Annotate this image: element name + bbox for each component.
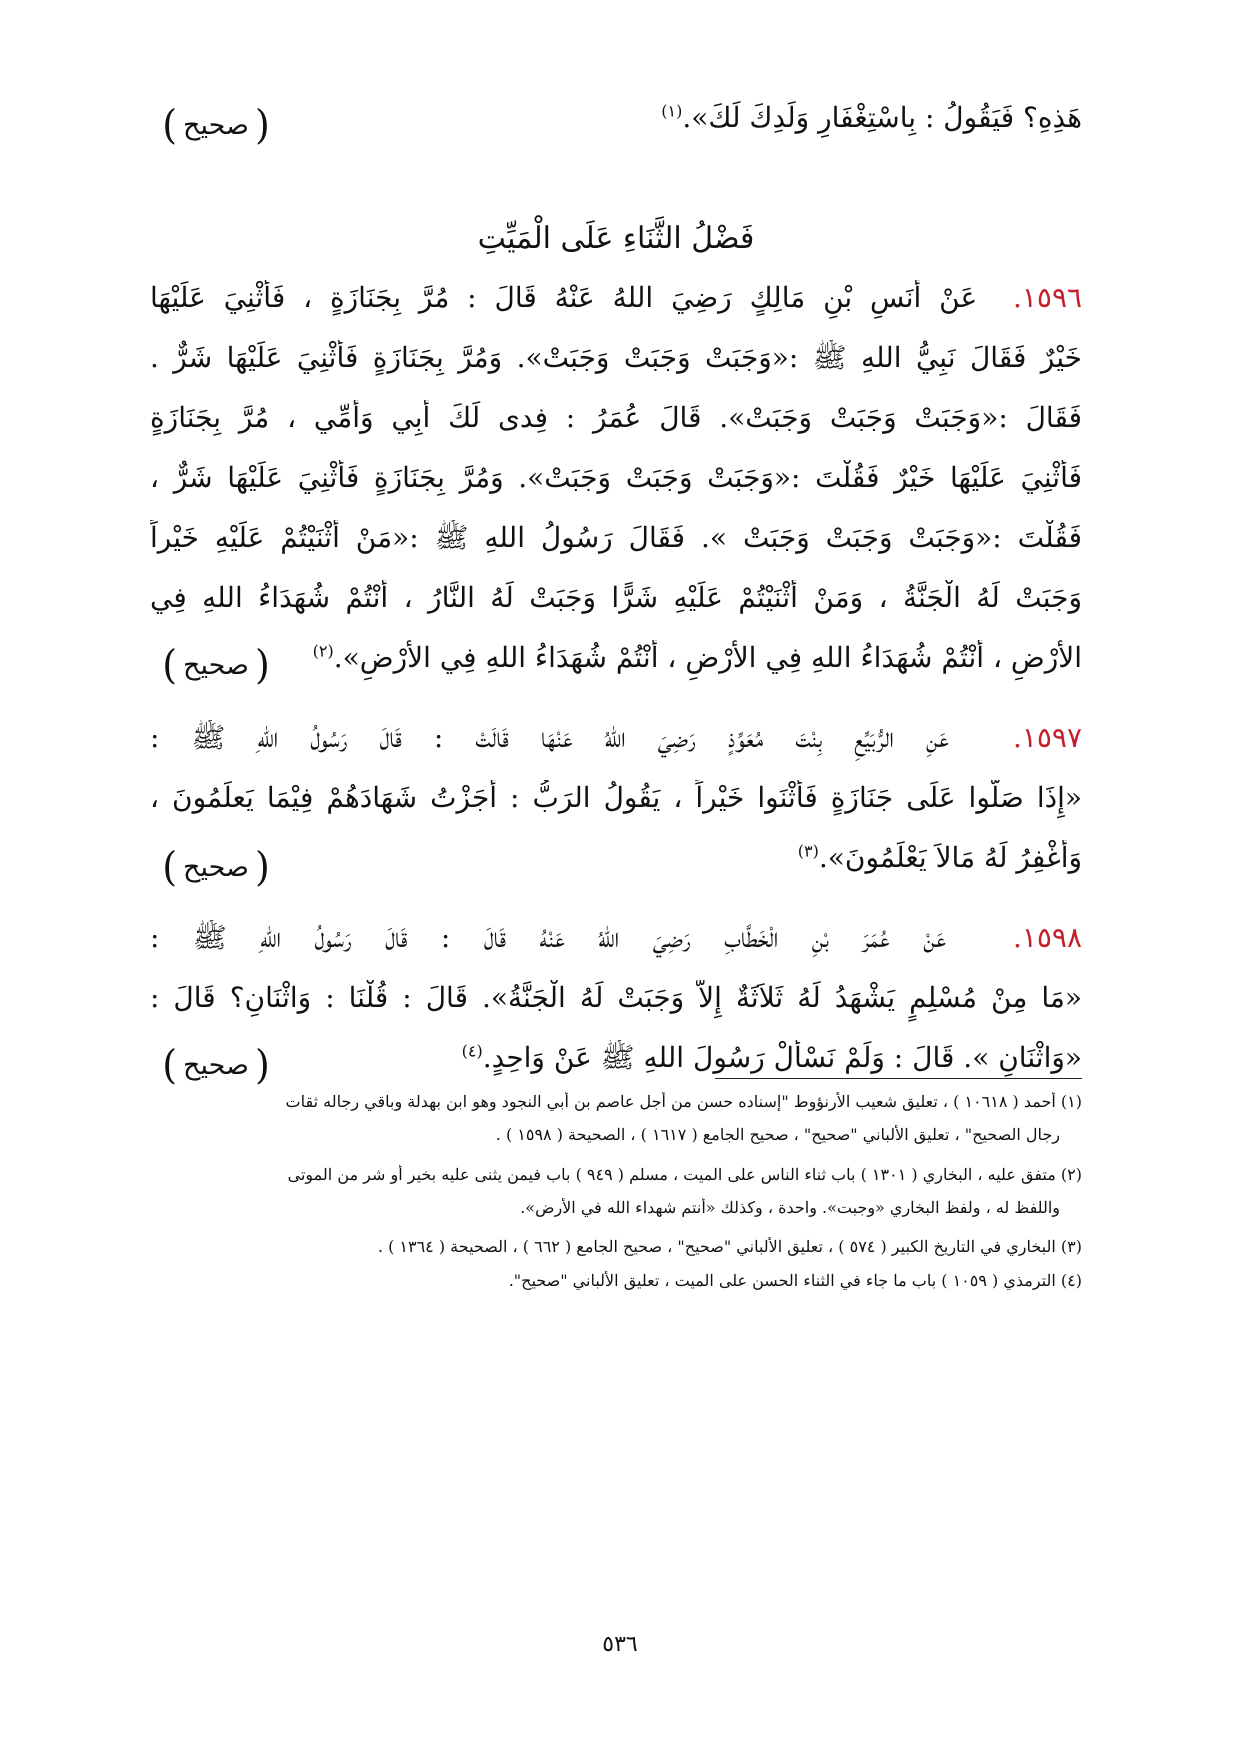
hadith-number: ١٥٩٨. bbox=[1012, 921, 1082, 954]
grade-label: ( صحيح ) bbox=[162, 843, 270, 891]
footnote: (٤) الترمذي ( ١٠٥٩ ) باب ما جاء في الثناء الحسن على الميت ، تعليق الألباني "صحيح". bbox=[508, 1271, 1082, 1290]
hadith-1596-line: ١٥٩٦. عَنْ أَنَسِ بْنِ مَالِكٍ رَضِيَ اللهُ عَنْهُ قَالَ : مُرَّ بِجَنَازَةٍ ، فَأُثْنِيَ عَلَيْهَا bbox=[150, 281, 1082, 314]
footnote: (٢) متفق عليه ، البخاري ( ١٣٠١ ) باب ثناء الناس على الميت ، مسلم ( ٩٤٩ ) باب فيمن يثنى عليه بخير أو شر من الموتى bbox=[287, 1165, 1082, 1184]
hadith-1596-line: خَيْرٌ فَقَالَ نَبِيُّ اللهِ ﷺ :«وَجَبَتْ وَجَبَتْ وَجَبَتْ». وَمُرَّ بِجَنَازَةٍ فَأُثْنِيَ عَلَيْهَا شَرٌّ . bbox=[150, 341, 1082, 374]
footnote-mark[interactable]: (٤) bbox=[461, 1041, 483, 1061]
hadith-1596-line: الأَرْضِ ، أَنْتُمْ شُهَدَاءُ اللهِ فِي الأَرْضِ ، أَنْتُمْ شُهَدَاءُ اللهِ فِي الأَرْضِ».$^{(٢)}$ bbox=[312, 641, 1082, 674]
section-heading: فَضْلُ الثَّنَاءِ عَلَى الْمَيِّتِ bbox=[477, 221, 755, 256]
hadith-1598-line: «وَاثْنَانِ ». قَالَ : وَلَمْ نَسْأَلْ رَسُولَ اللهِ ﷺ عَنْ وَاحِدٍ.$^{(٤)}$ bbox=[461, 1041, 1082, 1074]
footnote-mark[interactable]: (١) bbox=[661, 101, 683, 121]
hadith-1596-line: وَجَبَتْ لَهُ الْجَنَّةُ ، وَمَنْ أَثْنَيْتُمْ عَلَيْهِ شَرًّا وَجَبَتْ لَهُ النَّارُ ، أَنْتُمْ شُهَدَاءُ اللهِ فِي bbox=[150, 581, 1082, 614]
page-number: ٥٣٦ bbox=[602, 1632, 638, 1657]
hadith-1596-line: فَقَالَ :«وَجَبَتْ وَجَبَتْ وَجَبَتْ». قَالَ عُمَرُ : فِدى لَكَ أَبِي وَأُمِّي ، مُرَّ بِجَنَازَةٍ bbox=[150, 401, 1082, 434]
grade-label: ( صحيح ) bbox=[162, 101, 270, 149]
footnote-mark[interactable]: (٢) bbox=[312, 641, 334, 661]
grade-label: ( صحيح ) bbox=[162, 641, 270, 689]
footnote-continuation: واللفظ له ، ولفظ البخاري «وجبت». واحدة ، وكذلك «أنتم شهداء الله في الأرض». bbox=[520, 1198, 1060, 1217]
hadith-1598-line: ١٥٩٨. عَنْ عُمَرَ بْنِ الْخَطَّابِ رَضِيَ اللهُ عَنْهُ قَالَ : قَالَ رَسُولُ اللهِ ﷺ : bbox=[150, 921, 1082, 954]
continuation-text: هَذِهِ؟ فَيَقُولُ : بِاسْتِغْفَارِ وَلَدِكَ لَكَ». bbox=[682, 101, 1082, 134]
hadith-1596-line: فَقُلْتَ :«وَجَبَتْ وَجَبَتْ وَجَبَتْ ». فَقَالَ رَسُولُ اللهِ ﷺ :«مَنْ أَثْنَيْتُمْ عَلَيْهِ خَيْراً bbox=[150, 521, 1082, 554]
footnote: (١) أحمد ( ١٠٦١٨ ) ، تعليق شعيب الأرنؤوط "إسناده حسن من أجل عاصم بن أبي النجود وهو ابن بهدلة وباقي رجاله ثقات bbox=[285, 1092, 1082, 1111]
hadith-number: ١٥٩٦. bbox=[1012, 281, 1082, 314]
footnote-separator bbox=[715, 1078, 1082, 1079]
hadith-1597-line: وَأَغْفِرُ لَهُ مَالاَ يَعْلَمُونَ».$^{(٣)}$ bbox=[797, 841, 1082, 874]
footnote-mark[interactable]: (٣) bbox=[797, 841, 819, 861]
hadith-number: ١٥٩٧. bbox=[1012, 721, 1082, 754]
footnote-continuation: رجال الصحيح" ، تعليق الألباني "صحيح" ، صحيح الجامع ( ١٦١٧ ) ، الصحيحة ( ١٥٩٨ ) . bbox=[495, 1125, 1060, 1144]
hadith-1597-line: «إِذَا صَلَّوا عَلَى جَنَازَةٍ فَأَثْنَوا خَيْراً ، يَقُولُ الرَبُّ : أَجَزْتُ شَهَادَهُمْ فِيْمَا يَعلَمُونَ ، bbox=[150, 781, 1082, 814]
footnote: (٣) البخاري في التاريخ الكبير ( ٥٧٤ ) ، تعليق الألباني "صحيح" ، صحيح الجامع ( ٦٦٢ ) ، الصحيحة ( ١٣٦٤ ) . bbox=[377, 1237, 1082, 1256]
hadith-1596-line: فَأُثْنِيَ عَلَيْهَا خَيْرٌ فَقُلْتَ :«وَجَبَتْ وَجَبَتْ وَجَبَتْ». وَمُرَّ بِجَنَازَةٍ فَأُثْنِيَ عَلَيْهَا شَرٌّ ، bbox=[150, 461, 1082, 494]
hadith-1598-line: «مَا مِنْ مُسْلِمٍ يَشْهَدُ لَهُ ثَلاَثَةٌ إِلاَّ وَجَبَتْ لَهُ الْجَنَّةُ». قَالَ : قُلْنَا : وَاثْنَانِ؟ قَالَ : bbox=[150, 981, 1082, 1014]
hadith-1597-line: ١٥٩٧. عَنِ الرُّبَيِّعِ بِنْتَ مُعَوِّذٍ رَضِيَ اللهُ عَنْهَا قَالَتْ : قَالَ رَسُولُ اللهِ ﷺ : bbox=[150, 721, 1082, 754]
grade-label: ( صحيح ) bbox=[162, 1041, 270, 1089]
continuation-line bbox=[300, 100, 1082, 144]
